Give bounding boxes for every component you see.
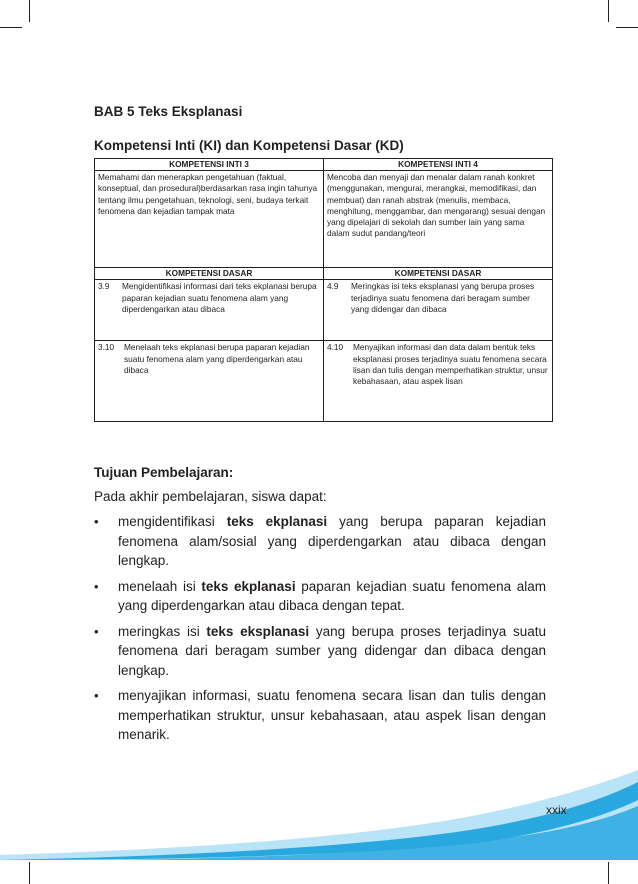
objectives-list [94,512,546,751]
bullet: • [94,623,99,639]
footer-wave-decoration [0,760,638,860]
kd-number: 4.9 [327,281,339,292]
page-number: xxix [546,803,567,817]
crop-mark [608,0,609,22]
ki4-cell: Mencoba dan menyaji dan menalar dalam ranah konkret (menggunakan, mengurai, merangkai, memodifikasi, dan membuat) dan ranah abstrak (menulis, membaca, menghitung, menggambar, dan mengarang) sesuai dengan yang dipelajari di sekolah dan sumber lain yang sama dalam sudut pandang/teori [324,171,553,268]
kd-text: Menyajikan informasi dan data dalam bentuk teks eksplanasi proses terjadinya suatu fenomena secara lisan dan tulis dengan memperhatikan struktur, unsur kebahasaan, atau aspek lisan [353,342,548,387]
header-ki3: KOMPETENSI INTI 3 [95,159,324,171]
list-item: • meringkas isi teks eksplanasi yang berupa proses terjadinya suatu fenomena dari beragam sumber yang didengar dan dibaca dengan lengkap. [94,622,546,681]
bullet: • [94,688,99,703]
crop-mark [0,27,22,28]
crop-mark [29,862,30,884]
objectives-intro: Pada akhir pembelajaran, siswa dapat: [94,489,327,504]
objectives-title: Tujuan Pembelajaran: [94,465,234,480]
section-title: Kompetensi Inti (KI) dan Kompetensi Dasar (KD) [94,138,404,153]
bullet: • [94,578,99,594]
ki3-cell: Memahami dan menerapkan pengetahuan (faktual, konseptual, dan prosedural)berdasarkan rasa ingin tahunya tentang ilmu pengetahuan, teknologi, seni, budaya terkait fenomena dan kejadian tampak mata [95,171,324,268]
kd-3-10-cell [95,341,324,422]
kd-number: 3.9 [98,281,110,292]
chapter-title: BAB 5 Teks Eksplanasi [94,104,243,119]
competency-table [94,158,553,422]
bullet: • [94,514,99,529]
header-kd-right: KOMPETENSI DASAR [324,268,553,280]
list-item: • mengidentifikasi teks ekplanasi yang berupa paparan kejadian fenomena alam/sosial yang diperdengarkan atau dibaca dengan lengkap. [94,512,546,571]
kd-4-9-cell [324,280,553,341]
crop-mark [616,27,638,28]
kd-text: Menelaah teks ekplanasi berupa paparan kejadian suatu fenomena alam yang diperdengarkan atau dibaca [124,342,310,375]
list-item: • menelaah isi teks ekplanasi paparan kejadian suatu fenomena alam yang diperdengarkan atau dibaca dengan tepat. [94,577,546,616]
kd-4-10-cell [324,341,553,422]
header-ki4: KOMPETENSI INTI 4 [324,159,553,171]
kd-3-9-cell [95,280,324,341]
list-item: • menyajikan informasi, suatu fenomena secara lisan dan tulis dengan memperhatikan struktur, unsur kebahasaan, atau aspek lisan dengan menarik. [94,686,546,745]
crop-mark [29,0,30,22]
header-kd-left: KOMPETENSI DASAR [95,268,324,280]
kd-number: 4.10 [327,342,344,353]
kd-number: 3.10 [98,342,115,353]
kd-text: Mengidentifikasi informasi dari teks ekplanasi berupa paparan kejadian suatu fenomena alam yang diperdengarkan atau dibaca [122,281,317,314]
kd-text: Meringkas isi teks eksplanasi yang berupa proses terjadinya suatu fenomena dari beragam sumber yang didengar dan dibaca [351,281,535,314]
crop-mark [608,862,609,884]
